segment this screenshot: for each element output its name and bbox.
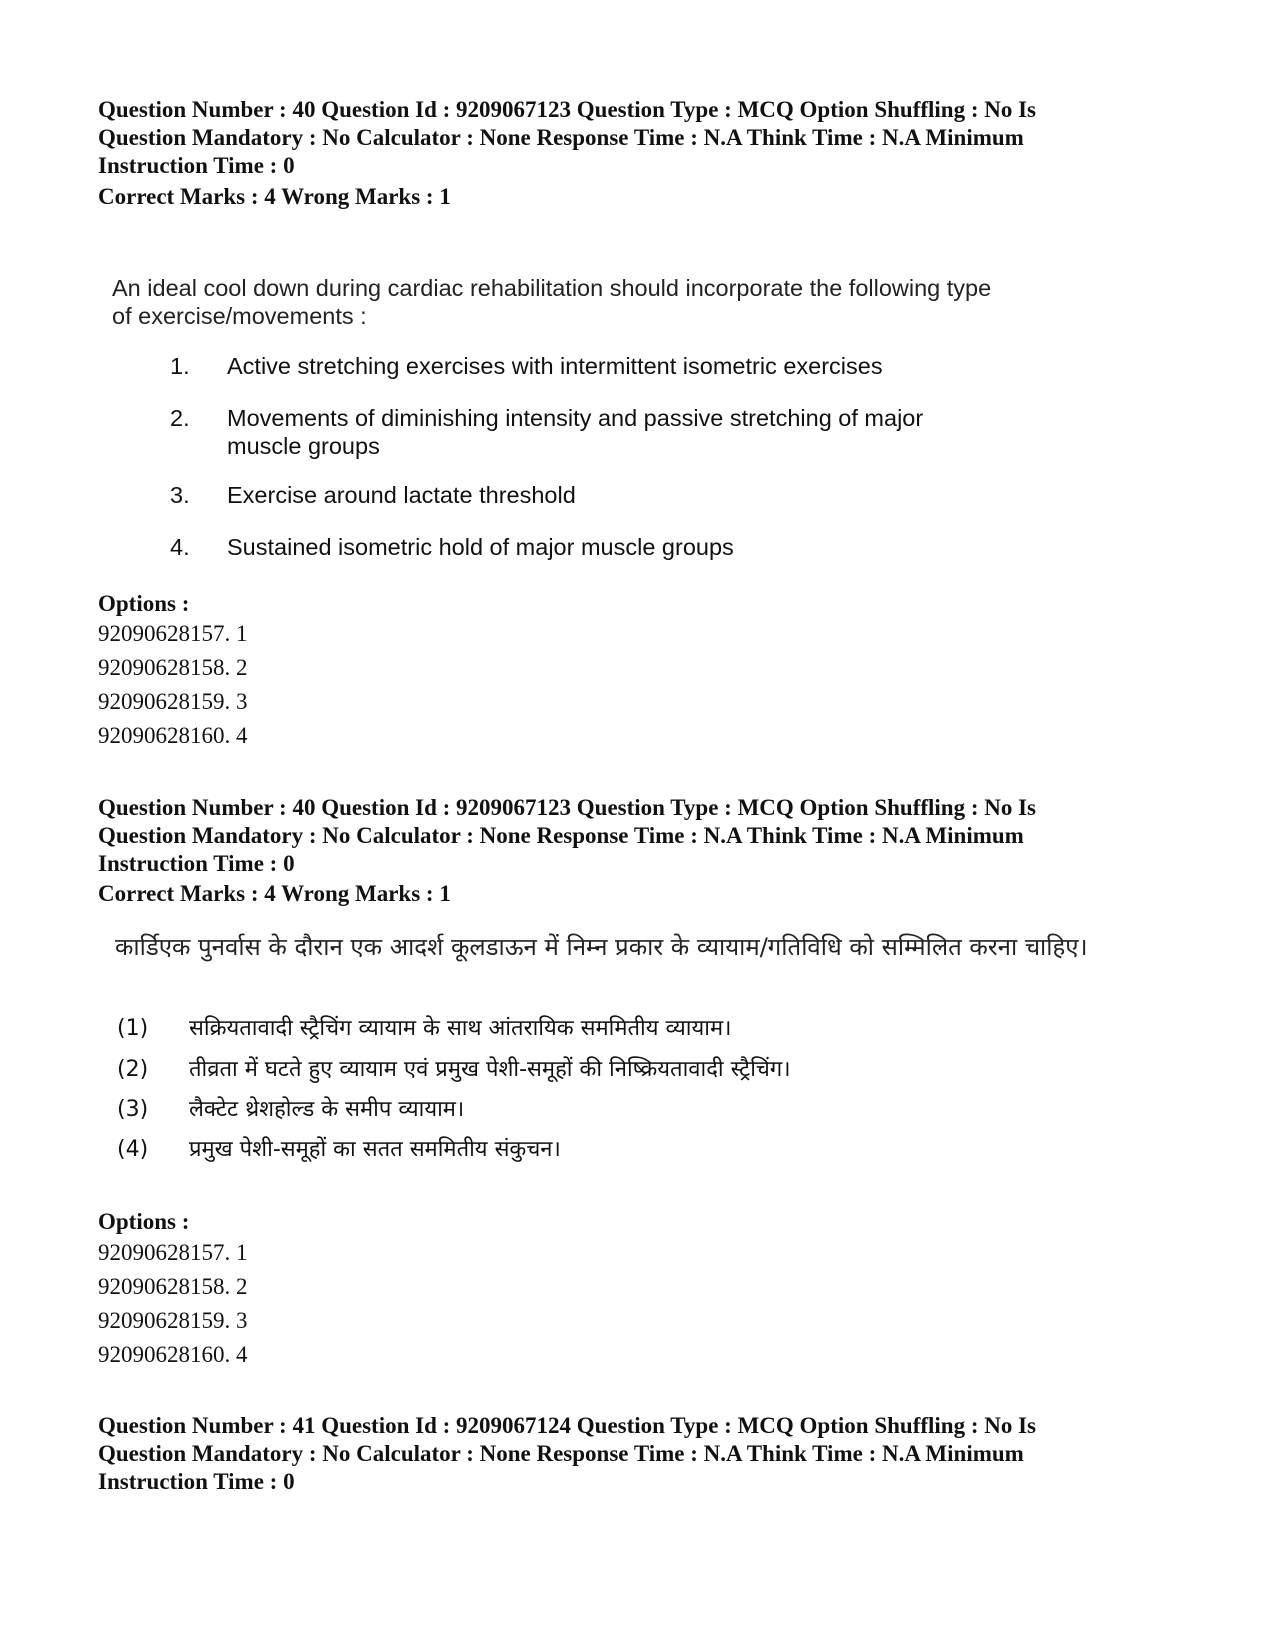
item-text: सक्रियतावादी स्ट्रैचिंग व्यायाम के साथ आंतरायिक सममितीय व्यायाम। xyxy=(189,1016,732,1041)
options-list xyxy=(98,1236,248,1372)
item-number: (4) xyxy=(117,1137,149,1162)
item-number: (1) xyxy=(117,1016,149,1041)
question-meta: Question Number : 41 Question Id : 9209067124 Question Type : MCQ Option Shuffling : No Is Question Mandatory : No Calculator : None Response Time : N.A Think Time : N.A Minimum Instruction Time : 0 xyxy=(98,1413,1037,1494)
question-stem: कार्डिएक पुनर्वास के दौरान एक आदर्श कूलडाऊन में निम्न प्रकार के व्यायाम/गतिविधि को सम्मिलित करना चाहिए। xyxy=(115,933,1088,961)
option-item: 92090628160. 4 xyxy=(98,723,248,748)
options-list xyxy=(98,617,248,753)
item-number: 3. xyxy=(170,482,190,508)
option-item: 92090628160. 4 xyxy=(98,1342,248,1367)
question-meta: Question Number : 40 Question Id : 9209067123 Question Type : MCQ Option Shuffling : No Is Question Mandatory : No Calculator : None Response Time : N.A Think Time : N.A Minimum Instruction Time : 0 xyxy=(98,97,1037,178)
options-heading: Options : xyxy=(98,1209,190,1234)
item-number: (2) xyxy=(117,1057,149,1082)
option-item: 92090628157. 1 xyxy=(98,1240,248,1265)
question-stem: An ideal cool down during cardiac rehabilitation should incorporate the following type of exercise/movements : xyxy=(112,275,992,329)
options-heading: Options : xyxy=(98,591,190,616)
option-item: 92090628158. 2 xyxy=(98,1274,248,1299)
item-number: (3) xyxy=(117,1097,149,1122)
item-number: 4. xyxy=(170,534,190,560)
question-content xyxy=(112,274,992,330)
item-text: तीव्रता में घटते हुए व्यायाम एवं प्रमुख पेशी-समूहों की निष्क्रियतावादी स्ट्रैचिंग। xyxy=(189,1057,791,1082)
option-item: 92090628159. 3 xyxy=(98,1308,248,1333)
item-number: 1. xyxy=(170,353,190,379)
option-item: 92090628158. 2 xyxy=(98,655,248,680)
item-text: Active stretching exercises with intermittent isometric exercises xyxy=(227,353,883,379)
option-item: 92090628157. 1 xyxy=(98,621,248,646)
question-marks: Correct Marks : 4 Wrong Marks : 1 xyxy=(98,184,451,209)
question-content xyxy=(115,930,1095,964)
option-item: 92090628159. 3 xyxy=(98,689,248,714)
question-meta: Question Number : 40 Question Id : 9209067123 Question Type : MCQ Option Shuffling : No Is Question Mandatory : No Calculator : None Response Time : N.A Think Time : N.A Minimum Instruction Time : 0 xyxy=(98,795,1037,876)
item-text: प्रमुख पेशी-समूहों का सतत सममितीय संकुचन। xyxy=(189,1137,561,1162)
item-text: Sustained isometric hold of major muscle groups xyxy=(227,534,734,560)
item-number: 2. xyxy=(170,405,190,431)
item-text: Exercise around lactate threshold xyxy=(227,482,576,508)
item-text: Movements of diminishing intensity and passive stretching of major muscle groups xyxy=(227,405,924,459)
question-marks: Correct Marks : 4 Wrong Marks : 1 xyxy=(98,881,451,906)
item-text: लैक्टेट थ्रेशहोल्ड के समीप व्यायाम। xyxy=(189,1097,465,1122)
